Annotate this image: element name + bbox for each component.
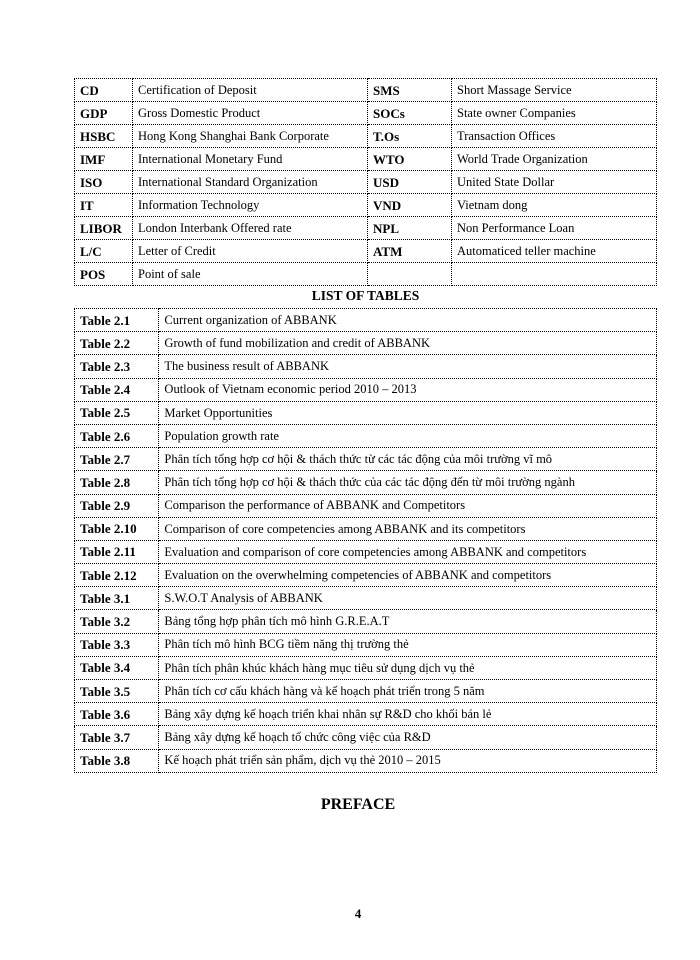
abbreviation-code: ATM: [368, 240, 452, 263]
table-title: Phân tích phân khúc khách hàng mục tiêu sử dụng dịch vụ thẻ: [159, 656, 657, 679]
page-number: 4: [354, 906, 362, 921]
abbreviation-code: USD: [368, 171, 452, 194]
table-list-row: [75, 749, 657, 772]
abbreviation-meaning: State owner Companies: [452, 102, 657, 125]
table-list-row: [75, 355, 657, 378]
preface-heading: PREFACE: [320, 796, 396, 813]
table-number: Table 3.7: [75, 726, 159, 749]
abbreviation-meaning: Certification of Deposit: [133, 79, 368, 102]
table-title: Comparison of core competencies among ABBANK and its competitors: [159, 517, 657, 540]
table-list-row: [75, 587, 657, 610]
table-list-row: [75, 401, 657, 424]
table-number: Table 3.4: [75, 656, 159, 679]
abbreviations-table: [74, 78, 657, 286]
abbreviation-row: [75, 240, 657, 263]
table-number: Table 2.2: [75, 332, 159, 355]
table-title: Comparison the performance of ABBANK and Competitors: [159, 494, 657, 517]
abbreviation-row: [75, 125, 657, 148]
table-list-row: [75, 517, 657, 540]
table-title: Market Opportunities: [159, 401, 657, 424]
abbreviation-code: GDP: [75, 102, 133, 125]
table-list-row: [75, 448, 657, 471]
abbreviation-code: L/C: [75, 240, 133, 263]
table-title: Bảng xây dựng kế hoạch tổ chức công việc của R&D: [159, 726, 657, 749]
abbreviation-row: [75, 148, 657, 171]
table-number: Table 2.10: [75, 517, 159, 540]
abbreviation-code: NPL: [368, 217, 452, 240]
abbreviation-row: [75, 171, 657, 194]
table-list-row: [75, 703, 657, 726]
abbreviation-code: [368, 263, 452, 286]
abbreviation-code: T.Os: [368, 125, 452, 148]
abbreviation-row: [75, 263, 657, 286]
table-list-row: [75, 540, 657, 563]
table-list-row: [75, 633, 657, 656]
table-title: Population growth rate: [159, 424, 657, 447]
table-number: Table 3.8: [75, 749, 159, 772]
abbreviation-row: [75, 102, 657, 125]
abbreviation-meaning: Hong Kong Shanghai Bank Corporate: [133, 125, 368, 148]
list-of-tables: [74, 308, 657, 773]
table-list-row: [75, 309, 657, 332]
abbreviation-meaning: International Standard Organization: [133, 171, 368, 194]
abbreviation-meaning: London Interbank Offered rate: [133, 217, 368, 240]
table-number: Table 3.3: [75, 633, 159, 656]
abbreviation-meaning: United State Dollar: [452, 171, 657, 194]
table-title: Phân tích mô hình BCG tiềm năng thị trường thẻ: [159, 633, 657, 656]
abbreviation-code: ISO: [75, 171, 133, 194]
abbreviation-code: VND: [368, 194, 452, 217]
abbreviation-row: [75, 79, 657, 102]
abbreviation-code: SMS: [368, 79, 452, 102]
abbreviation-code: LIBOR: [75, 217, 133, 240]
abbreviation-meaning: Letter of Credit: [133, 240, 368, 263]
abbreviation-code: WTO: [368, 148, 452, 171]
table-title: Phân tích tổng hợp cơ hội & thách thức từ các tác động của môi trường vĩ mô: [159, 448, 657, 471]
table-number: Table 3.2: [75, 610, 159, 633]
table-number: Table 2.12: [75, 564, 159, 587]
table-title: The business result of ABBANK: [159, 355, 657, 378]
abbreviation-meaning: Non Performance Loan: [452, 217, 657, 240]
table-number: Table 3.1: [75, 587, 159, 610]
table-title: Evaluation on the overwhelming competencies of ABBANK and competitors: [159, 564, 657, 587]
abbreviation-code: HSBC: [75, 125, 133, 148]
table-title: Phân tích cơ cấu khách hàng và kế hoạch phát triển trong 5 năm: [159, 680, 657, 703]
table-list-row: [75, 332, 657, 355]
table-number: Table 2.1: [75, 309, 159, 332]
abbreviation-code: POS: [75, 263, 133, 286]
table-title: Bảng xây dựng kế hoạch triển khai nhân sự R&D cho khối bán lẻ: [159, 703, 657, 726]
abbreviation-meaning: Gross Domestic Product: [133, 102, 368, 125]
abbreviation-code: IMF: [75, 148, 133, 171]
abbreviations-body: [75, 79, 657, 286]
table-title: Evaluation and comparison of core competencies among ABBANK and competitors: [159, 540, 657, 563]
abbreviation-code: CD: [75, 79, 133, 102]
table-list-row: [75, 424, 657, 447]
abbreviation-row: [75, 217, 657, 240]
table-number: Table 2.3: [75, 355, 159, 378]
table-list-row: [75, 610, 657, 633]
list-of-tables-body: [75, 309, 657, 773]
table-number: Table 2.8: [75, 471, 159, 494]
table-title: S.W.O.T Analysis of ABBANK: [159, 587, 657, 610]
table-number: Table 2.5: [75, 401, 159, 424]
table-number: Table 2.7: [75, 448, 159, 471]
abbreviation-meaning: Transaction Offices: [452, 125, 657, 148]
table-list-row: [75, 494, 657, 517]
table-number: Table 2.11: [75, 540, 159, 563]
table-title: Outlook of Vietnam economic period 2010 – 2013: [159, 378, 657, 401]
list-of-tables-heading: LIST OF TABLES: [311, 288, 420, 303]
table-number: Table 2.4: [75, 378, 159, 401]
abbreviation-meaning: Automaticed teller machine: [452, 240, 657, 263]
abbreviation-meaning: Vietnam dong: [452, 194, 657, 217]
table-list-row: [75, 378, 657, 401]
table-title: Growth of fund mobilization and credit of ABBANK: [159, 332, 657, 355]
table-title: Current organization of ABBANK: [159, 309, 657, 332]
table-title: Kế hoạch phát triển sản phẩm, dịch vụ thẻ 2010 – 2015: [159, 749, 657, 772]
table-number: Table 2.6: [75, 424, 159, 447]
table-list-row: [75, 680, 657, 703]
abbreviation-row: [75, 194, 657, 217]
table-number: Table 3.6: [75, 703, 159, 726]
abbreviation-meaning: Information Technology: [133, 194, 368, 217]
table-number: Table 2.9: [75, 494, 159, 517]
table-list-row: [75, 656, 657, 679]
abbreviation-code: IT: [75, 194, 133, 217]
table-list-row: [75, 471, 657, 494]
abbreviation-meaning: Point of sale: [133, 263, 368, 286]
abbreviation-code: SOCs: [368, 102, 452, 125]
abbreviation-meaning: World Trade Organization: [452, 148, 657, 171]
table-list-row: [75, 564, 657, 587]
table-title: Bảng tổng hợp phân tích mô hình G.R.E.A.T: [159, 610, 657, 633]
table-list-row: [75, 726, 657, 749]
abbreviation-meaning: [452, 263, 657, 286]
abbreviation-meaning: International Monetary Fund: [133, 148, 368, 171]
abbreviation-meaning: Short Massage Service: [452, 79, 657, 102]
table-title: Phân tích tổng hợp cơ hội & thách thức của các tác động đến từ môi trường ngành: [159, 471, 657, 494]
table-number: Table 3.5: [75, 680, 159, 703]
